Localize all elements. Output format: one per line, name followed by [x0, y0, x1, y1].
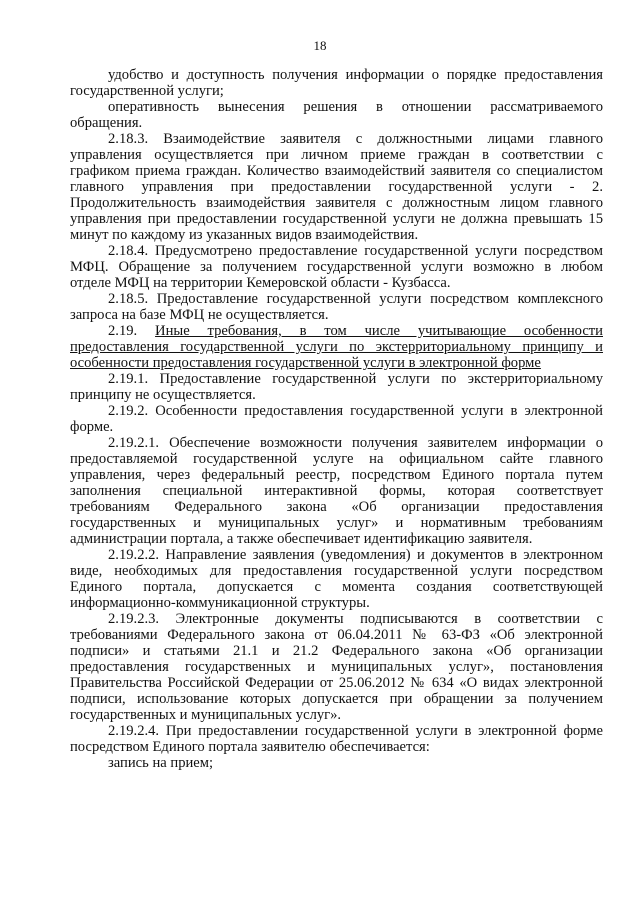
- line-text: 2.19.2. Особенности предоставления государственной услуги в электронной: [108, 403, 603, 419]
- text-line: [70, 483, 603, 499]
- line-text: отделе МФЦ на территории Кемеровской области - Кузбасса.: [70, 275, 451, 291]
- underlined-heading-text: предоставления государственной услуги по экстерриториальному принципу и: [70, 339, 603, 355]
- line-text: 2.19.1. Предоставление государственной услуги по экстерриториальному: [108, 371, 603, 387]
- line-text: принципу не осуществляется.: [70, 387, 256, 403]
- text-line: [70, 579, 603, 595]
- text-line: [70, 259, 603, 275]
- text-line: [70, 691, 603, 707]
- text-line: [70, 707, 603, 723]
- text-line: [70, 83, 603, 99]
- text-line: [70, 659, 603, 675]
- text-line: [70, 547, 603, 563]
- text-line: [70, 531, 603, 547]
- line-text: 2.19.2.4. При предоставлении государственной услуги в электронной форме: [108, 723, 603, 739]
- line-text: 2.19.2.1. Обеспечение возможности получения заявителем информации о: [108, 435, 603, 451]
- document-body: [70, 67, 603, 771]
- text-line: [70, 755, 603, 771]
- line-text: государственной услуги;: [70, 83, 224, 99]
- line-text: посредством Единого портала заявителю обеспечивается:: [70, 739, 430, 755]
- line-text: 2.18.3. Взаимодействие заявителя с должностными лицами главного: [108, 131, 603, 147]
- text-line: [70, 243, 603, 259]
- line-text: администрации портала, а также обеспечивает идентификацию заявителя.: [70, 531, 533, 547]
- line-text: требованиями Федерального закона от 06.04.2011 № 63-ФЗ «Об электронной: [70, 627, 603, 643]
- text-line: [70, 451, 603, 467]
- line-text: подписи, использование которых допускается при обращении за получением: [70, 691, 603, 707]
- text-line: [70, 419, 603, 435]
- line-text: оперативность вынесения решения в отношении рассматриваемого: [108, 99, 603, 115]
- line-text: 2.18.4. Предусмотрено предоставление государственной услуги посредством: [108, 243, 603, 259]
- line-text: запроса на базе МФЦ не осуществляется.: [70, 307, 329, 323]
- line-text: заполнения специальной интерактивной формы, которая соответствует: [70, 483, 603, 499]
- text-line: [70, 147, 603, 163]
- line-text: управления, через федеральный реестр, посредством Единого портала путем: [70, 467, 603, 483]
- text-line: [70, 195, 603, 211]
- line-text: графиком приема граждан. Количество взаимодействий заявителя со специалистом: [70, 163, 603, 179]
- line-text: 2.19.2.3. Электронные документы подписываются в соответствии с: [108, 611, 603, 627]
- line-text: форме.: [70, 419, 114, 435]
- text-line: [70, 739, 603, 755]
- line-text: предоставляемой государственной услуге на официальном сайте главного: [70, 451, 603, 467]
- text-line: [70, 307, 603, 323]
- text-line: [70, 515, 603, 531]
- line-text: управления осуществляется при личном приеме граждан в соответствии с: [70, 147, 603, 163]
- text-line: [70, 627, 603, 643]
- page-number: 18: [313, 38, 327, 53]
- text-line: [70, 643, 603, 659]
- line-text: 2.18.5. Предоставление государственной услуги посредством комплексного: [108, 291, 603, 307]
- underlined-heading-text: Иные требования, в том числе учитывающие особенности: [155, 323, 603, 339]
- text-line: [70, 275, 603, 291]
- text-line: [70, 115, 603, 131]
- text-line: [70, 723, 603, 739]
- line-text: 2.19.2.2. Направление заявления (уведомления) и документов в электронном: [108, 547, 603, 563]
- line-text: Продолжительность взаимодействия заявителя с должностным лицом главного: [70, 195, 603, 211]
- text-line: [70, 467, 603, 483]
- text-line: [70, 211, 603, 227]
- line-text: подписи» и статьями 21.1 и 21.2 Федерального закона «Об организации: [70, 643, 603, 659]
- text-line: [70, 291, 603, 307]
- text-line: [70, 179, 603, 195]
- text-line: [70, 435, 603, 451]
- text-line: [70, 499, 603, 515]
- text-line: [70, 323, 603, 339]
- line-text: информационно-коммуникационной структуры.: [70, 595, 370, 611]
- line-text: запись на прием;: [108, 755, 214, 771]
- line-text: требованиям Федерального закона «Об организации предоставления: [70, 499, 603, 515]
- text-line: [70, 675, 603, 691]
- line-text: виде, необходимых для предоставления государственной услуги посредством: [70, 563, 603, 579]
- text-line: [70, 339, 603, 355]
- text-line: [70, 611, 603, 627]
- line-text: государственных и муниципальных услуг».: [70, 707, 342, 723]
- text-line: [70, 371, 603, 387]
- text-line: [70, 131, 603, 147]
- text-line: [70, 355, 603, 371]
- text-line: [70, 387, 603, 403]
- text-line: [70, 227, 603, 243]
- line-text: государственных и муниципальных услуг» и нормативным требованиям: [70, 515, 603, 531]
- line-text: предоставления государственных и муниципальных услуг», постановления: [70, 659, 603, 675]
- line-text: 2.19.: [108, 323, 156, 339]
- text-line: [70, 595, 603, 611]
- text-line: [70, 99, 603, 115]
- text-line: [70, 403, 603, 419]
- text-line: [70, 563, 603, 579]
- text-line: [70, 67, 603, 83]
- text-line: [70, 163, 603, 179]
- line-text: минут по каждому из указанных видов взаимодействия.: [70, 227, 419, 243]
- line-text: обращения.: [70, 115, 143, 131]
- line-text: управления при предоставлении государственной услуги не должна превышать 15: [70, 211, 603, 227]
- line-text: МФЦ. Обращение за получением государственной услуги возможно в любом: [70, 259, 603, 275]
- line-text: главного управления при предоставлении государственной услуги - 2.: [70, 179, 603, 195]
- line-text: Правительства Российской Федерации от 25.06.2012 № 634 «О видах электронной: [70, 675, 603, 691]
- line-text: Единого портала, допускается с момента создания соответствующей: [70, 579, 603, 595]
- line-text: удобство и доступность получения информации о порядке предоставления: [108, 67, 603, 83]
- underlined-heading-text: особенности предоставления государственной услуги в электронной форме: [70, 355, 541, 371]
